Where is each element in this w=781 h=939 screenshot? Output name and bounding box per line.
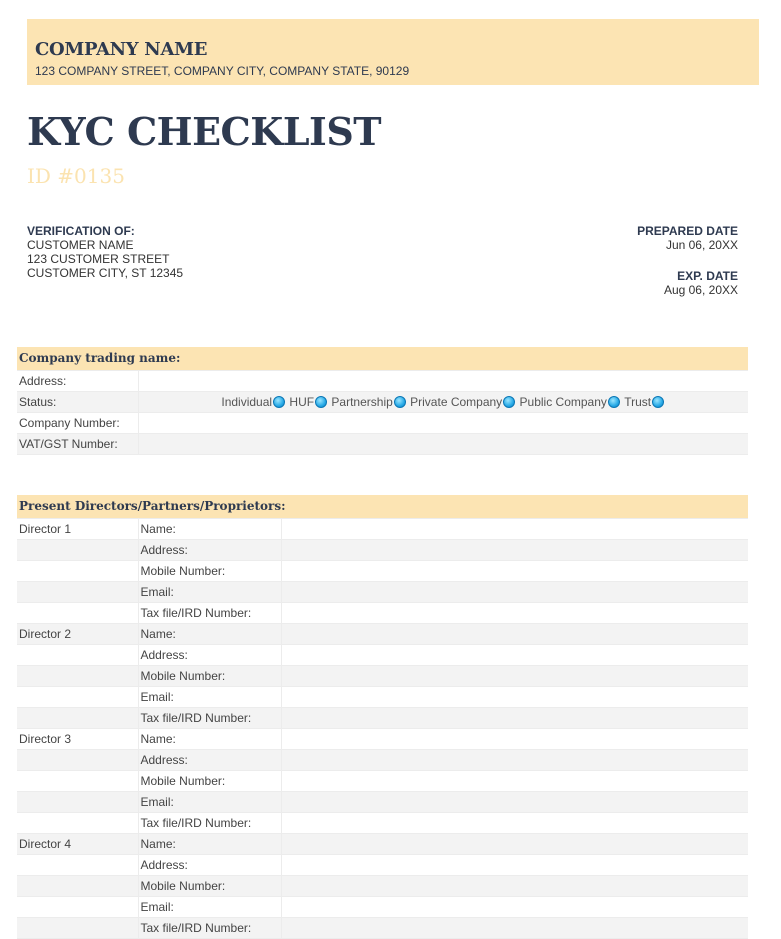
table-row: [17, 812, 748, 833]
company-number-field[interactable]: [138, 412, 748, 433]
table-row: [17, 370, 748, 391]
director-field-label: Email:: [138, 686, 281, 707]
director-field-value[interactable]: [281, 917, 748, 938]
directors-section-header: [17, 495, 748, 518]
radio-icon[interactable]: [315, 396, 327, 408]
table-row: [17, 749, 748, 770]
table-row: [17, 602, 748, 623]
status-option-partnership[interactable]: Partnership: [331, 395, 406, 409]
director-label-spacer: [17, 539, 138, 560]
director-label-spacer: [17, 644, 138, 665]
status-options: [138, 391, 748, 412]
customer-city: CUSTOMER CITY, ST 12345: [27, 266, 184, 280]
status-option-public-company[interactable]: Public Company: [520, 395, 621, 409]
status-label: Status:: [17, 391, 138, 412]
company-info-table: [17, 347, 748, 455]
customer-street: 123 CUSTOMER STREET: [27, 252, 170, 266]
table-row: [17, 539, 748, 560]
verification-block: [27, 224, 183, 280]
exp-date-value: Aug 06, 20XX: [663, 283, 738, 297]
prepared-date-label: PREPARED DATE: [637, 224, 738, 238]
company-address: 123 COMPANY STREET, COMPANY CITY, COMPANY STATE, 90129: [35, 64, 410, 78]
company-section-heading: Company trading name:: [17, 347, 748, 370]
directors-section-heading: Present Directors/Partners/Proprietors:: [17, 495, 748, 518]
director-field-label: Mobile Number:: [138, 560, 281, 581]
table-row: [17, 518, 748, 539]
director-label-spacer: [17, 854, 138, 875]
radio-icon[interactable]: [652, 396, 664, 408]
dates-block: [637, 224, 738, 297]
director-label-spacer: [17, 686, 138, 707]
director-field-label: Mobile Number:: [138, 875, 281, 896]
director-field-value[interactable]: [281, 854, 748, 875]
director-field-label: Address:: [138, 854, 281, 875]
director-field-value[interactable]: [281, 686, 748, 707]
table-row: [17, 391, 748, 412]
table-row: [17, 665, 748, 686]
director-field-value[interactable]: [281, 875, 748, 896]
table-row: [17, 644, 748, 665]
address-label: Address:: [17, 370, 138, 391]
table-row: [17, 686, 748, 707]
director-field-value[interactable]: [281, 560, 748, 581]
director-field-value[interactable]: [281, 539, 748, 560]
table-row: [17, 581, 748, 602]
director-field-label: Mobile Number:: [138, 770, 281, 791]
director-field-value[interactable]: [281, 644, 748, 665]
table-row: [17, 770, 748, 791]
radio-icon[interactable]: [503, 396, 515, 408]
director-field-label: Address:: [138, 749, 281, 770]
verification-label: VERIFICATION OF:: [27, 224, 135, 238]
status-option-individual[interactable]: Individual: [221, 395, 286, 409]
director-label-spacer: [17, 749, 138, 770]
director-field-value[interactable]: [281, 749, 748, 770]
status-option-trust[interactable]: Trust: [624, 395, 665, 409]
director-field-value[interactable]: [281, 623, 748, 644]
document-title: KYC CHECKLIST: [27, 109, 382, 154]
director-field-label: Address:: [138, 539, 281, 560]
company-name: COMPANY NAME: [35, 39, 208, 60]
director-field-value[interactable]: [281, 602, 748, 623]
director-field-label: Email:: [138, 791, 281, 812]
director-label-spacer: [17, 896, 138, 917]
director-field-value[interactable]: [281, 707, 748, 728]
address-field[interactable]: [138, 370, 748, 391]
director-field-label: Name:: [138, 833, 281, 854]
director-field-label: Name:: [138, 518, 281, 539]
director-label-spacer: [17, 875, 138, 896]
status-option-private-company[interactable]: Private Company: [410, 395, 516, 409]
table-row: [17, 917, 748, 938]
director-field-label: Tax file/IRD Number:: [138, 707, 281, 728]
director-field-value[interactable]: [281, 791, 748, 812]
director-label: Director 3: [17, 728, 138, 749]
table-row: [17, 560, 748, 581]
directors-table: [17, 495, 748, 939]
director-field-value[interactable]: [281, 728, 748, 749]
director-field-value[interactable]: [281, 665, 748, 686]
director-label-spacer: [17, 560, 138, 581]
director-field-label: Mobile Number:: [138, 665, 281, 686]
vat-gst-label: VAT/GST Number:: [17, 433, 138, 454]
director-field-label: Address:: [138, 644, 281, 665]
company-number-label: Company Number:: [17, 412, 138, 433]
table-row: [17, 896, 748, 917]
director-label-spacer: [17, 791, 138, 812]
director-field-label: Name:: [138, 623, 281, 644]
table-row: [17, 854, 748, 875]
vat-gst-field[interactable]: [138, 433, 748, 454]
table-row: [17, 791, 748, 812]
director-field-label: Email:: [138, 896, 281, 917]
director-label: Director 1: [17, 518, 138, 539]
director-field-label: Tax file/IRD Number:: [138, 602, 281, 623]
table-row: [17, 412, 748, 433]
director-label-spacer: [17, 581, 138, 602]
director-field-value[interactable]: [281, 581, 748, 602]
customer-name: CUSTOMER NAME: [27, 238, 134, 252]
director-field-value[interactable]: [281, 770, 748, 791]
radio-icon[interactable]: [273, 396, 285, 408]
status-option-huf[interactable]: HUF: [289, 395, 328, 409]
company-header: [27, 19, 759, 85]
radio-icon[interactable]: [608, 396, 620, 408]
director-field-label: Name:: [138, 728, 281, 749]
directors-body: [17, 518, 748, 938]
director-label-spacer: [17, 665, 138, 686]
radio-icon[interactable]: [394, 396, 406, 408]
table-row: [17, 875, 748, 896]
table-row: [17, 707, 748, 728]
document-id: ID #0135: [27, 164, 125, 188]
table-row: [17, 433, 748, 454]
table-row: [17, 833, 748, 854]
table-row: [17, 728, 748, 749]
company-section-header: [17, 347, 748, 370]
director-field-value[interactable]: [281, 518, 748, 539]
table-row: [17, 623, 748, 644]
director-field-label: Tax file/IRD Number:: [138, 917, 281, 938]
director-label-spacer: [17, 812, 138, 833]
director-field-label: Tax file/IRD Number:: [138, 812, 281, 833]
director-label-spacer: [17, 770, 138, 791]
director-label-spacer: [17, 602, 138, 623]
director-label-spacer: [17, 707, 138, 728]
director-field-value[interactable]: [281, 833, 748, 854]
director-field-value[interactable]: [281, 812, 748, 833]
director-label: Director 2: [17, 623, 138, 644]
director-label-spacer: [17, 917, 138, 938]
prepared-date-value: Jun 06, 20XX: [665, 238, 738, 252]
director-field-value[interactable]: [281, 896, 748, 917]
director-label: Director 4: [17, 833, 138, 854]
exp-date-label: EXP. DATE: [677, 269, 738, 283]
director-field-label: Email:: [138, 581, 281, 602]
